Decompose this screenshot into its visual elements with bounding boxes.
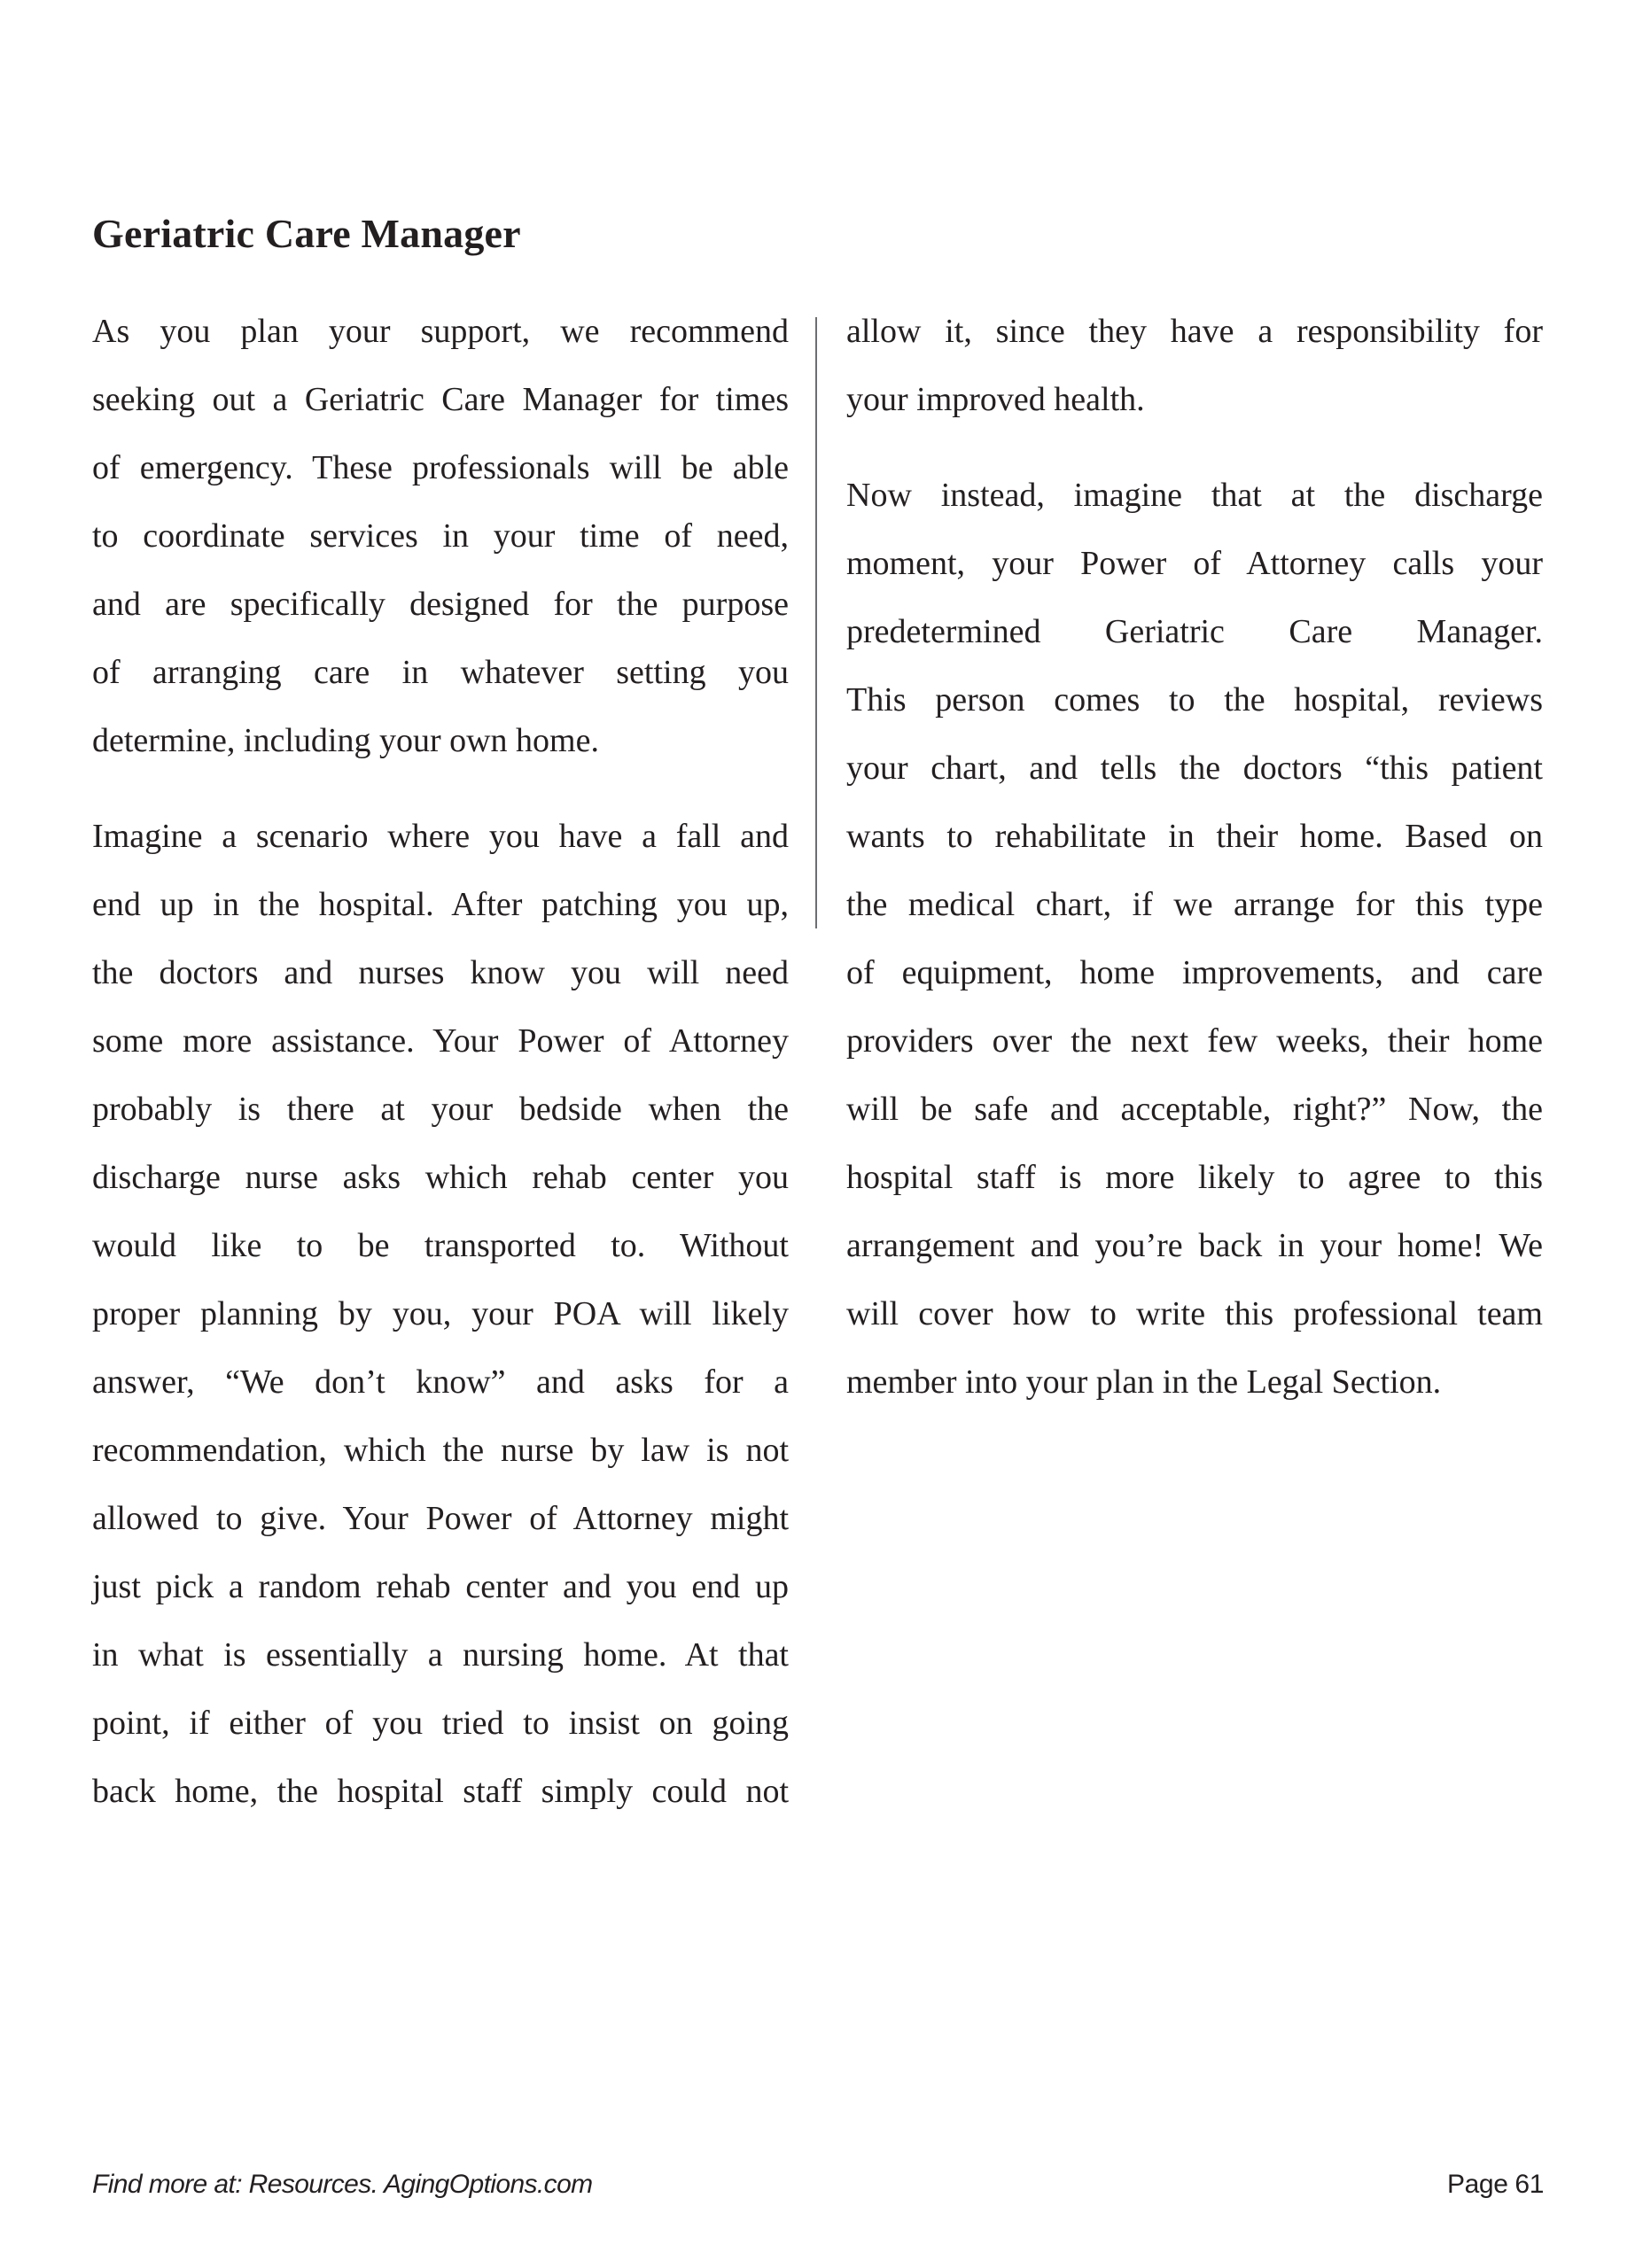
left-column bbox=[92, 298, 789, 1853]
text-line: Now instead, imagine that at the discharge bbox=[846, 477, 1543, 514]
text-line: allowed to give. Your Power of Attorney might bbox=[92, 1500, 789, 1537]
text-line: and are specifically designed for the purpose bbox=[92, 586, 789, 623]
paragraph bbox=[846, 462, 1543, 1417]
text-line: will cover how to write this professional team bbox=[846, 1295, 1543, 1332]
right-column bbox=[846, 298, 1543, 1444]
text-line: would like to be transported to. Without bbox=[92, 1227, 789, 1264]
text-line: in what is essentially a nursing home. At that bbox=[92, 1636, 789, 1674]
column-divider bbox=[815, 317, 817, 928]
text-line: This person comes to the hospital, reviews bbox=[846, 681, 1543, 718]
text-line: answer, “We don’t know” and asks for a bbox=[92, 1363, 789, 1401]
text-line: arrangement and you’re back in your home! We bbox=[846, 1227, 1543, 1264]
text-line: of equipment, home improvements, and care bbox=[846, 954, 1543, 991]
paragraph bbox=[92, 803, 789, 1826]
text-line: end up in the hospital. After patching you up, bbox=[92, 886, 789, 923]
text-line: some more assistance. Your Power of Attorney bbox=[92, 1022, 789, 1060]
text-line: back home, the hospital staff simply could not bbox=[92, 1773, 789, 1810]
text-line: discharge nurse asks which rehab center you bbox=[92, 1159, 789, 1196]
text-line: probably is there at your bedside when the bbox=[92, 1091, 789, 1128]
text-line: your chart, and tells the doctors “this patient bbox=[846, 750, 1543, 787]
text-line: member into your plan in the Legal Section. bbox=[846, 1363, 1442, 1401]
text-line: Imagine a scenario where you have a fall and bbox=[92, 818, 789, 855]
text-line: seeking out a Geriatric Care Manager for times bbox=[92, 381, 789, 418]
section-heading: Geriatric Care Manager bbox=[92, 211, 521, 256]
text-line: proper planning by you, your POA will likely bbox=[92, 1295, 789, 1332]
text-line: the doctors and nurses know you will need bbox=[92, 954, 789, 991]
text-line: will be safe and acceptable, right?” Now, the bbox=[846, 1091, 1543, 1128]
text-line: your improved health. bbox=[846, 381, 1145, 418]
text-line: recommendation, which the nurse by law is not bbox=[92, 1432, 789, 1469]
text-line: allow it, since they have a responsibility for bbox=[846, 313, 1543, 350]
text-line: of emergency. These professionals will be able bbox=[92, 449, 789, 486]
text-line: hospital staff is more likely to agree to this bbox=[846, 1159, 1543, 1196]
text-line: determine, including your own home. bbox=[92, 722, 599, 759]
text-line: wants to rehabilitate in their home. Based on bbox=[846, 818, 1543, 855]
text-line: to coordinate services in your time of need, bbox=[92, 517, 789, 555]
text-line: just pick a random rehab center and you end up bbox=[92, 1568, 789, 1605]
footer-resource-link: Find more at: Resources. AgingOptions.com bbox=[92, 2170, 593, 2199]
paragraph bbox=[846, 298, 1543, 434]
text-line: of arranging care in whatever setting you bbox=[92, 654, 789, 691]
text-line: point, if either of you tried to insist on going bbox=[92, 1705, 789, 1742]
text-line: moment, your Power of Attorney calls your bbox=[846, 545, 1543, 582]
text-line: providers over the next few weeks, their home bbox=[846, 1022, 1543, 1060]
paragraph bbox=[92, 298, 789, 775]
text-line: predetermined Geriatric Care Manager. bbox=[846, 613, 1543, 650]
page-number: Page 61 bbox=[1447, 2170, 1544, 2199]
text-line: the medical chart, if we arrange for this type bbox=[846, 886, 1543, 923]
text-line: As you plan your support, we recommend bbox=[92, 313, 789, 350]
